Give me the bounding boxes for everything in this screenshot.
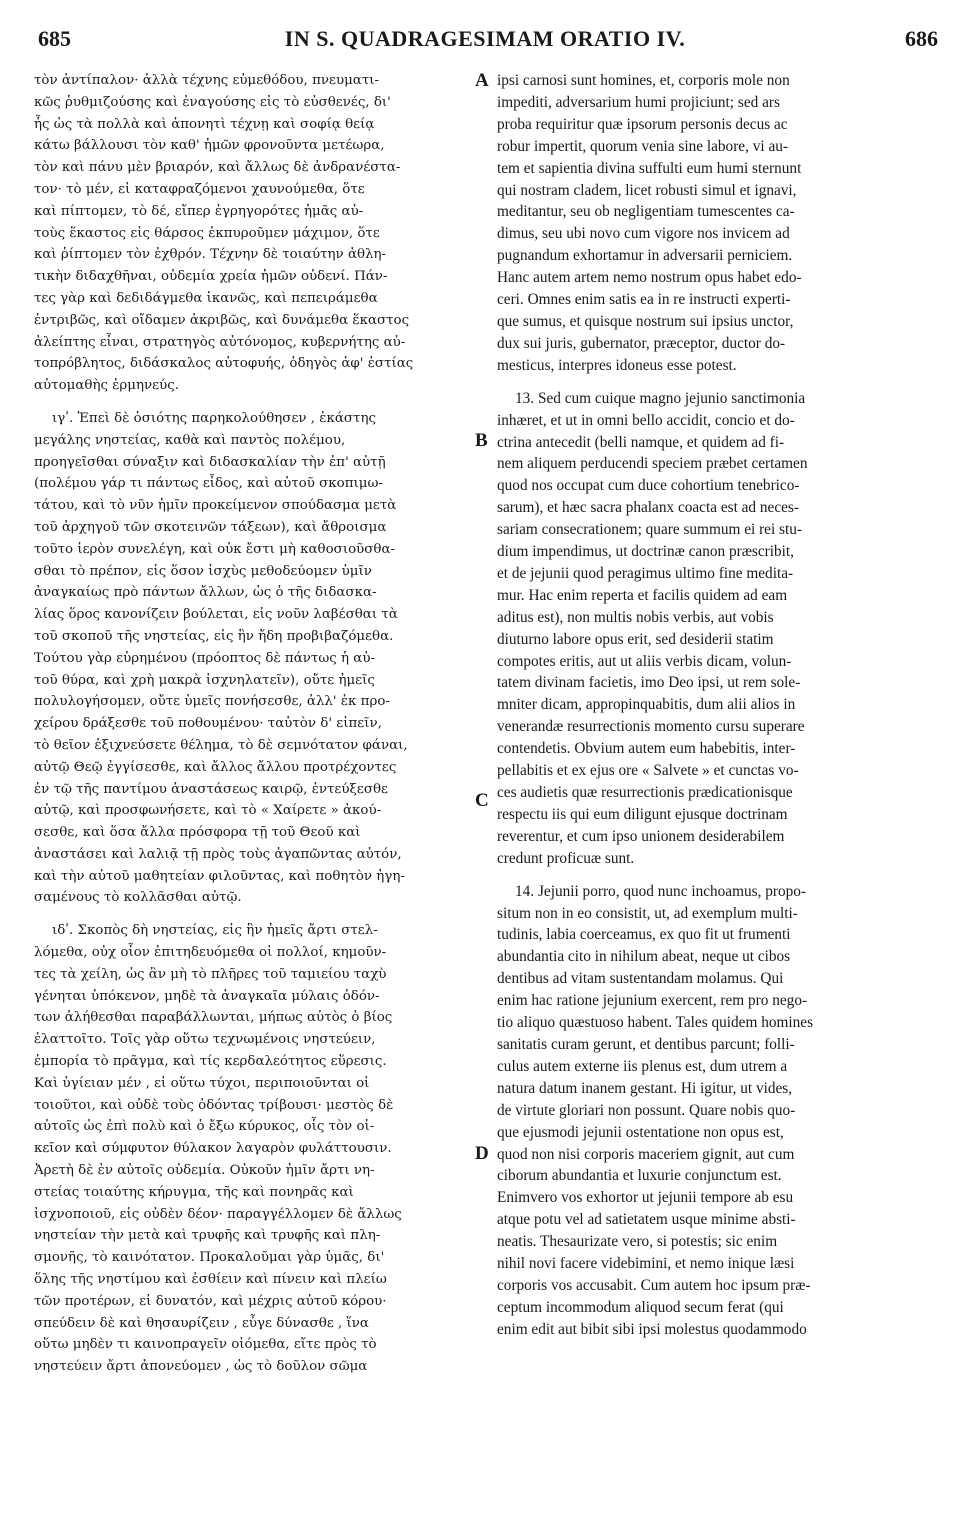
greek-text-line: ἀναγκαίως πρὸ πάντων ἄλλων, ὡς ὁ τῆς διδασκα- <box>34 585 377 601</box>
latin-text-line: mesticus, interpres idoneus esse potest. <box>497 356 737 374</box>
greek-column <box>34 70 482 1378</box>
greek-text-line: ἐλαττοῖτο. Τοῖς γὰρ οὕτω τεχνωμένοις νηστεύειν, <box>34 1032 376 1048</box>
latin-text-line: robur impertit, quorum venia sine labore, vi au- <box>497 137 788 155</box>
latin-text-line: atque potu vel ad satietatem usque minime absti- <box>497 1211 796 1229</box>
greek-text-line: μεγάλης νηστείας, καθὰ καὶ παντὸς πολέμου, <box>34 432 346 448</box>
greek-text-line: ἀλείπτης εἶναι, στρατηγὸς αὐτόνομος, κυβερνήτης αὐ- <box>34 334 406 350</box>
latin-text-line: 13. Sed cum cuique magno jejunio sanctimonia <box>515 389 806 407</box>
greek-text-line: τὸν καὶ πάνυ μὲν βριαρόν, καὶ ἄλλως δὲ ἀνδρανέστα- <box>34 160 401 176</box>
latin-text-line: dentibus ad vitam sustentandam molamus. Qui <box>497 970 784 988</box>
greek-paragraph-14 <box>34 920 482 1378</box>
latin-text-line: ceptum incommodum aliquod secum ferat (qui <box>497 1298 784 1316</box>
latin-text-line: Hanc autem artem nemo nostrum opus habet edo- <box>497 269 802 287</box>
margin-marker-a: A <box>475 70 489 91</box>
latin-text-line: ciborum abundantia et luxurie conjunctum est. <box>497 1167 782 1185</box>
greek-text-line: τοῦ σκοποῦ τῆς νηστείας, εἰς ἣν ἤδη προβιβαζόμεθα. <box>34 628 394 644</box>
latin-text-line: dimus, seu ubi novo cum vigore nos invicem ad <box>497 225 790 243</box>
greek-text-line: λίας ὅρος κανονίζειν βούλεται, εἰς νοῦν λαβέσθαι τὰ <box>34 607 398 623</box>
greek-text-line: κεῖον καὶ σύμφυτον θύλακον λαγαρὸν φυλάττουσιν. <box>34 1141 392 1157</box>
greek-text-line: τὸν ἀντίπαλον· ἀλλὰ τέχνης εὐμεθόδου, πνευματι- <box>34 73 380 88</box>
latin-text-line: respectu iis qui eum diligunt ejusque doctrinam <box>497 805 788 823</box>
latin-text-line: aditus est), non multis nobis verbis, aut vobis <box>497 608 774 626</box>
latin-text-line: ces audietis quæ resurrectionis prædicationisque <box>497 784 793 801</box>
greek-text-line: τικὴν διδαχθῆναι, οὐδεμία χρεία ἡμῶν οὐδενί. Πάν- <box>34 269 388 285</box>
greek-text-line: Καὶ ὑγίειαν μέν , εἰ οὕτω τύχοι, περιποιοῦνται οἱ <box>34 1075 370 1091</box>
latin-paragraph-1 <box>497 70 943 377</box>
latin-text-line: pugnandum exhortamur in adversarii perniciem. <box>497 247 793 265</box>
page-header <box>0 8 970 51</box>
greek-text-line: τὸ θεῖον ἐξιχνεύσετε θέλημα, τὸ δὲ σεμνότατον φάναι, <box>34 737 408 753</box>
greek-text-line: σαμένους τὸ κολλᾶσθαι αὐτῷ. <box>34 890 242 906</box>
greek-text-line: τοιοῦτοι, καὶ οὐδὲ τοὺς ὀδόντας τρίβουσι· μεστὸς δὲ <box>34 1097 394 1113</box>
latin-text-line: dux sui juris, gubernator, præceptor, ductor do- <box>497 334 786 352</box>
greek-text-line: οὕτω μηδὲν τι καινοπραγεῖν οἰόμεθα, εἴτε πρὸς τὸ <box>34 1337 377 1353</box>
latin-paragraph-13 <box>497 388 943 870</box>
greek-text-line: προηγεῖσθαι σύναξιν καὶ διδασκαλίαν τὴν ἐπ' αὐτῇ <box>34 454 386 470</box>
page-number-left: 685 <box>38 26 71 51</box>
latin-text-line: enim edit aut bibit sibi ipsi molestus quodammodo <box>497 1320 807 1338</box>
page-number-right: 686 <box>905 26 938 51</box>
latin-text-line: inhæret, et ut in omni bello accidit, concio et do- <box>497 411 795 429</box>
greek-text-line: χείρου δράξεσθε τοῦ ποθουμένου· ταὐτὸν δ' εἰπεῖν, <box>34 716 382 732</box>
greek-text-line: καὶ ῥίπτομεν τὸν ἐχθρόν. Τέχνην δὲ τοιαύτην ἀθλη- <box>34 247 387 263</box>
greek-text-line: τοῦ ἀρχηγοῦ τῶν σκοτεινῶν τάξεων), καὶ ἄθροισμα <box>34 519 387 535</box>
greek-text-line: ἧς ὡς τὰ πολλὰ καὶ ἀπονητὶ τέχνῃ καὶ σοφίᾳ θείᾳ <box>34 116 375 132</box>
margin-marker-b: B <box>475 430 488 451</box>
greek-text-line: τοῦ θύρα, καὶ χρὴ μακρὰ ἰσχνηλατεῖν), οὔτε ἡμεῖς <box>34 672 375 688</box>
latin-text-line: sarum), et hæc sacra phalanx coacta est ad neces- <box>497 499 799 517</box>
greek-text-line: τοπρόβλητος, διδάσκαλος αὐτοφυής, ὁδηγὸς ἀφ' ἑστίας <box>34 356 414 372</box>
greek-text-line: σμονῆς, τὸ καινότατον. Προκαλοῦμαι γὰρ ὑμᾶς, δι' <box>34 1250 385 1266</box>
greek-text-line: των ἀλήθεσθαι παραβάλλωνται, μήπως αὐτὸς ὁ βίος <box>34 1010 393 1026</box>
latin-text-line: tem et sapientia divina suffulti eum humi sternunt <box>497 159 802 177</box>
greek-text-line: ὅλης τῆς νηστίμου καὶ ἐσθίειν καὶ πίνειν καὶ πλείω <box>34 1272 387 1288</box>
latin-text-line: et de jejunii quod peragimus ultimo fine medita- <box>497 564 794 582</box>
latin-text-line: abundantia cito in nihilum abeat, neque ut cibos <box>497 948 791 966</box>
latin-text-line: diuturno labore opus erit, sed desiderii statim <box>497 630 774 648</box>
greek-text-line: Ἀρετὴ δὲ ἐν αὐτοῖς οὐδεμία. Οὐκοῦν ἡμῖν ἄρτι νη- <box>34 1163 375 1179</box>
greek-text-line: τοῦτο ἱερὸν συνελέγη, καὶ οὐκ ἔστι μὴ καθοσιοῦσθα- <box>34 541 396 557</box>
latin-text-line: Enimvero vos exhortor ut jejunii tempore ab esu <box>497 1189 794 1207</box>
latin-text-line: mur. Hac enim reperta et facilis quidem ad eam <box>497 586 788 604</box>
greek-text-line: κῶς ῥυθμιζούσης καὶ ἐναγούσης εἰς τὸ εὐσθενές, δι' <box>34 94 391 110</box>
greek-text-line: σπεύδειν δὲ καὶ θησαυρίζειν , εὖγε δύνασθε , ἵνα <box>34 1315 369 1331</box>
latin-text-line: ctrina antecedit (belli namque, et quidem ad fi- <box>497 433 785 451</box>
greek-text-line: τάτου, καὶ τὸ νῦν ἡμῖν προκείμενον σπούδασμα μετὰ <box>34 498 397 514</box>
greek-text-line: στείας τοιαύτης κήρυγμα, τῆς καὶ πονηρᾶς καὶ <box>34 1184 354 1200</box>
greek-text-line: τον· τὸ μέν, εἰ καταφραζόμενοι χαυνούμεθα, ὅτε <box>34 181 365 197</box>
greek-text-line: αὐτομαθὴς ἑρμηνεύς. <box>34 378 179 394</box>
latin-text-line: tatem divinam facietis, imo Deo ipsi, ut rem sole- <box>497 674 801 692</box>
latin-paragraph-14 <box>497 881 943 1341</box>
latin-text-line: meditantur, seu ob negligentiam tumescentes ca- <box>497 203 795 221</box>
greek-text-line: πολυλογήσομεν, οὔτε ὑμεῖς πονήσεσθε, ἀλλ' ἐκ προ- <box>34 694 390 710</box>
latin-text-line: ceri. Omnes enim satis ea in re instructi experti- <box>497 291 791 309</box>
greek-text-line: τοὺς ἕκαστος εἰς θάρσος ἐκπυροῦμεν μάχιμον, ὅτε <box>34 225 380 241</box>
greek-text-line: ἐμπορία τὸ πρᾶγμα, καὶ τίς κερδαλεότητος εὕρεσις. <box>34 1054 387 1070</box>
latin-column <box>497 70 943 1341</box>
latin-text-line: corporis vos accusabit. Cum autem hoc ipsum præ- <box>497 1276 811 1294</box>
greek-text-line: Τούτου γὰρ εὑρημένου (πρόοπτος δὲ πάντως ἡ αὐ- <box>34 650 375 666</box>
latin-text-line: mniter dicam, appropinquabitis, dum alii alios in <box>497 696 796 714</box>
greek-text-line: (πολέμου γάρ τι πάντως εἶδος, καὶ αὐτοῦ σκοπιμω- <box>34 476 383 492</box>
latin-text-line: de virtute gloriari non possunt. Quare nobis quo- <box>497 1101 796 1119</box>
latin-text-line: sariam consecrationem; quare summum ei rei stu- <box>497 521 802 539</box>
latin-text-line: compotes eritis, aut ut aliis verbis dicam, volun- <box>497 652 792 670</box>
greek-text-line: αὐτῷ Θεῷ ἐγγίσεσθε, καὶ ἄλλος ἄλλου προτρέχοντες <box>34 759 397 775</box>
greek-text-line: σθαι τὸ πρέπον, εἰς ὅσον ἰσχὺς μεθοδεύομεν ὑμῖν <box>34 563 372 579</box>
latin-text-line: pellabitis et ex ejus ore « Salvete » et cunctas vo- <box>497 762 799 780</box>
greek-text-line: ιδʹ. Σκοπὸς δὴ νηστείας, εἰς ἣν ἡμεῖς ἄρτι στελ- <box>52 923 378 939</box>
greek-text-line: αὐτῷ, καὶ προσφωνήσετε, καὶ τὸ « Χαίρετε » ἀκού- <box>34 803 382 819</box>
latin-text-line: tudinis, labia coerceamus, ex quo fit ut frumenti <box>497 926 791 944</box>
latin-text-line: que ejusmodi jejunii ostentatione non opus est, <box>497 1123 784 1141</box>
greek-text-line: ἀναστάσει καὶ λαλιᾷ τῇ πρὸς τοὺς ἀγαπῶντας αὐτόν, <box>34 846 402 862</box>
greek-text-line: καὶ πίπτομεν, τὸ δέ, εἴπερ ἐγρηγορότες ἡμᾶς αὐ- <box>34 203 364 219</box>
latin-text-line: que sumus, et quisque nostrum sui ipsius unctor, <box>497 312 794 330</box>
latin-text-line: reverentur, et cum ipso unionem desiderabilem <box>497 827 785 845</box>
latin-text-line: quod non nisi corporis maceriem gignit, aut cum <box>497 1145 795 1163</box>
greek-text-line: καὶ τὴν αὐτοῦ μαθητείαν φιλοῦντας, καὶ ποθητὸν ἡγη- <box>34 868 405 884</box>
greek-text-line: τες γὰρ καὶ δεδιδάγμεθα ἱκανῶς, καὶ πεπειράμεθα <box>34 290 378 306</box>
greek-text-line: ἐν τῷ τῆς παντίμου ἀναστάσεως καιρῷ, ἐντεύξεσθε <box>34 781 388 797</box>
running-title: IN S. QUADRAGESIMAM ORATIO IV. <box>284 26 686 51</box>
greek-text-line: κάτω βάλλουσι τὸν καθ' ἡμῶν φρονοῦντα μετέωρα, <box>34 138 385 154</box>
greek-text-line: γένηται ὑπόκενον, μηδὲ τὰ ἀναγκαῖα μύλαις ὀδόν- <box>34 988 380 1004</box>
greek-text-line: τῶν προτέρων, εἰ δυνατόν, καὶ μέχρις αὐτοῦ κόρου· <box>34 1293 387 1309</box>
greek-text-line: νηστεύειν ἄρτι ἀπονεύομεν , ὡς τὸ δοῦλον σῶμα <box>34 1359 368 1375</box>
latin-text-line: proba requiritur quæ ipsorum personis decus ac <box>497 115 788 133</box>
latin-text-line: natura datum inanem gestant. Hi igitur, ut vides, <box>497 1079 793 1097</box>
latin-text-line: 14. Jejunii porro, quod nunc inchoamus, propo- <box>515 882 807 900</box>
greek-text-line: ιγʹ. Ἐπεὶ δὲ ὁσιότης παρηκολούθησεν , ἑκάστης <box>52 410 376 426</box>
latin-text-line: contendetis. Obvium autem eum habebitis, inter- <box>497 740 796 758</box>
latin-text-line: neatis. Thesaurizate vero, si potestis; sic enim <box>497 1233 778 1251</box>
margin-marker-c: C <box>475 790 489 811</box>
latin-text-line: tio aliquo quæstuoso habent. Tales quidem homines <box>497 1014 814 1032</box>
greek-text-line: σεσθε, καὶ ὅσα ἄλλα πρόσφορα τῇ τοῦ Θεοῦ καὶ <box>34 825 361 841</box>
greek-text-line: νηστείαν τὴν μετὰ καὶ τρυφῆς καὶ τρυφῆς καὶ πλη- <box>34 1228 381 1244</box>
latin-text-line: sanitatis curam gerunt, et dentibus parcunt; folli- <box>497 1035 795 1053</box>
greek-text-line: τες τὰ χείλη, ὡς ἂν μὴ τὸ πλῆρες τοῦ ταμιείου ταχὺ <box>34 966 387 982</box>
latin-text-line: impediti, adversarium humi projiciunt; sed ars <box>497 93 780 111</box>
latin-text-line: venerandæ resurrectionis momento cursu superare <box>497 718 805 736</box>
greek-text-line: ἰσχνοποιοῦ, εἰς οὐδὲν δέον· παραγγέλλομεν δὲ ἄλλως <box>34 1206 402 1222</box>
latin-text-line: qui nostram cladem, licet robusti simul et ignavi, <box>497 181 797 199</box>
greek-paragraph-1 <box>34 70 482 397</box>
latin-text-line: ipsi carnosi sunt homines, et, corporis mole non <box>497 72 790 89</box>
greek-paragraph-13 <box>34 408 482 909</box>
latin-text-line: culus autem externe iis plenus est, dum utrem a <box>497 1057 788 1075</box>
greek-text-line: αὐτοῖς ὡς ἐπὶ πολὺ καὶ ὁ ἔξω κύρυκος, οἷς τὸν οἰ- <box>34 1119 375 1135</box>
greek-text-line: ἐντριβῶς, καὶ οἴδαμεν ἀκριβῶς, καὶ δυνάμεθα ἕκαστος <box>34 312 410 328</box>
latin-text-line: dium impendimus, ut doctrinæ canon præscribit, <box>497 543 794 561</box>
latin-text-line: enim hac ratione jejunium exercent, rem pro nego- <box>497 992 808 1010</box>
margin-marker-d: D <box>475 1143 489 1164</box>
latin-text-line: quod nos occupat cum duce cohortium tenebrico- <box>497 477 800 495</box>
latin-text-line: nihil novi facere videbimini, et nemo inique læsi <box>497 1255 795 1273</box>
latin-text-line: credunt proficuæ sunt. <box>497 849 635 867</box>
latin-text-line: nem aliquem perducendi speciem præbet certamen <box>497 455 808 473</box>
greek-text-line: λόμεθα, οὐχ οἷον ἐπιτηδευόμεθα οἱ πολλοί, κημοῦν- <box>34 945 387 961</box>
latin-text-line: situm non in eo consistit, ut, ad exemplum multi- <box>497 904 798 922</box>
